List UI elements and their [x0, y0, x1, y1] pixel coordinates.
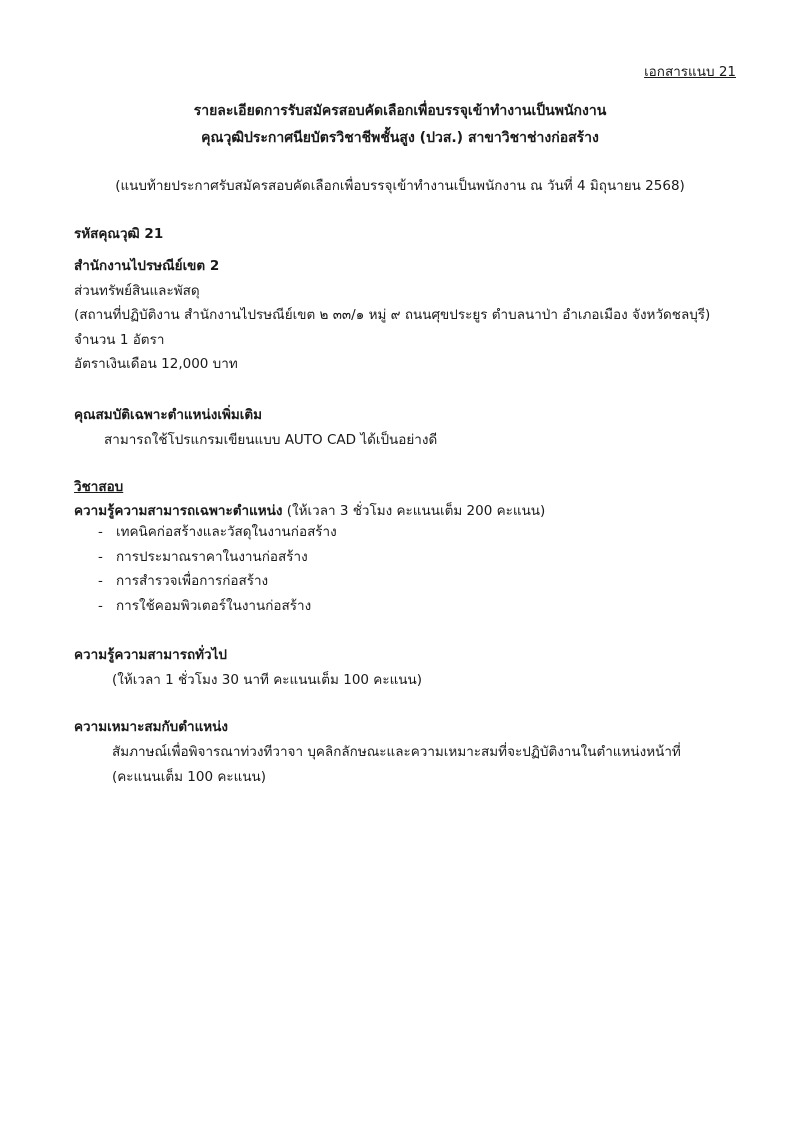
qualification-code: รหัสคุณวุฒิ 21 — [74, 226, 164, 242]
specific-subject-heading: ความรู้ความสามารถเฉพาะตำแหน่ง — [74, 503, 283, 519]
specific-subject-line — [74, 499, 545, 521]
attachment-label: เอกสารแนบ 21 — [644, 64, 736, 80]
list-item: - การสำรวจเพื่อการก่อสร้าง — [98, 573, 269, 589]
general-subject-heading: ความรู้ความสามารถทั่วไป — [74, 647, 227, 663]
document-title-line2: คุณวุฒิประกาศนียบัตรวิชาชีพชั้นสูง (ปวส.) สาขาวิชาช่างก่อสร้าง — [201, 130, 599, 146]
list-item: - การใช้คอมพิวเตอร์ในงานก่อสร้าง — [98, 597, 312, 614]
suitability-heading: ความเหมาะสมกับตำแหน่ง — [74, 719, 228, 735]
specific-subject-note: (ให้เวลา 3 ชั่วโมง คะแนนเต็ม 200 คะแนน) — [282, 503, 546, 519]
work-location: (สถานที่ปฏิบัติงาน สำนักงานไปรษณีย์เขต ๒ ๓๓/๑ หมู่ ๙ ถนนศุขประยูร ตำบลนาป่า อำเภอเมือง จังหวัดชลบุรี) — [74, 307, 711, 323]
list-item: - การประมาณราคาในงานก่อสร้าง — [98, 548, 308, 565]
qualifications-heading: คุณสมบัติเฉพาะตำแหน่งเพิ่มเติม — [74, 407, 263, 423]
suitability-text: สัมภาษณ์เพื่อพิจารณาท่วงทีวาจา บุคลิกลักษณะและความเหมาะสมที่จะปฏิบัติงานในตำแหน่งหน้าที่ — [112, 744, 681, 760]
list-item-label: การประมาณราคาในงานก่อสร้าง — [116, 548, 308, 565]
office-name: สำนักงานไปรษณีย์เขต 2 — [74, 258, 220, 274]
exam-subjects-heading: วิชาสอบ — [74, 479, 124, 495]
document-title-line1: รายละเอียดการรับสมัครสอบคัดเลือกเพื่อบรรจุเข้าทำงานเป็นพนักงาน — [193, 103, 607, 119]
list-item: - เทคนิคก่อสร้างและวัสดุในงานก่อสร้าง — [98, 524, 337, 540]
suitability-note: (คะแนนเต็ม 100 คะแนน) — [112, 769, 267, 785]
salary-rate: อัตราเงินเดือน 12,000 บาท — [74, 356, 238, 372]
list-item-label: การใช้คอมพิวเตอร์ในงานก่อสร้าง — [116, 597, 312, 614]
general-subject-note: (ให้เวลา 1 ชั่วโมง 30 นาที คะแนนเต็ม 100 คะแนน) — [112, 672, 422, 688]
specific-subject-list — [98, 522, 337, 620]
qualifications-text: สามารถใช้โปรแกรมเขียนแบบ AUTO CAD ได้เป็นอย่างดี — [104, 432, 438, 448]
position-count: จำนวน 1 อัตรา — [74, 332, 165, 348]
list-item-label: การสำรวจเพื่อการก่อสร้าง — [116, 573, 269, 589]
document-subtitle: (แนบท้ายประกาศรับสมัครสอบคัดเลือกเพื่อบรรจุเข้าทำงานเป็นพนักงาน ณ วันที่ 4 มิถุนายน 2568) — [115, 178, 685, 194]
list-item-label: เทคนิคก่อสร้างและวัสดุในงานก่อสร้าง — [116, 524, 337, 540]
unit-name: ส่วนทรัพย์สินและพัสดุ — [74, 283, 200, 299]
